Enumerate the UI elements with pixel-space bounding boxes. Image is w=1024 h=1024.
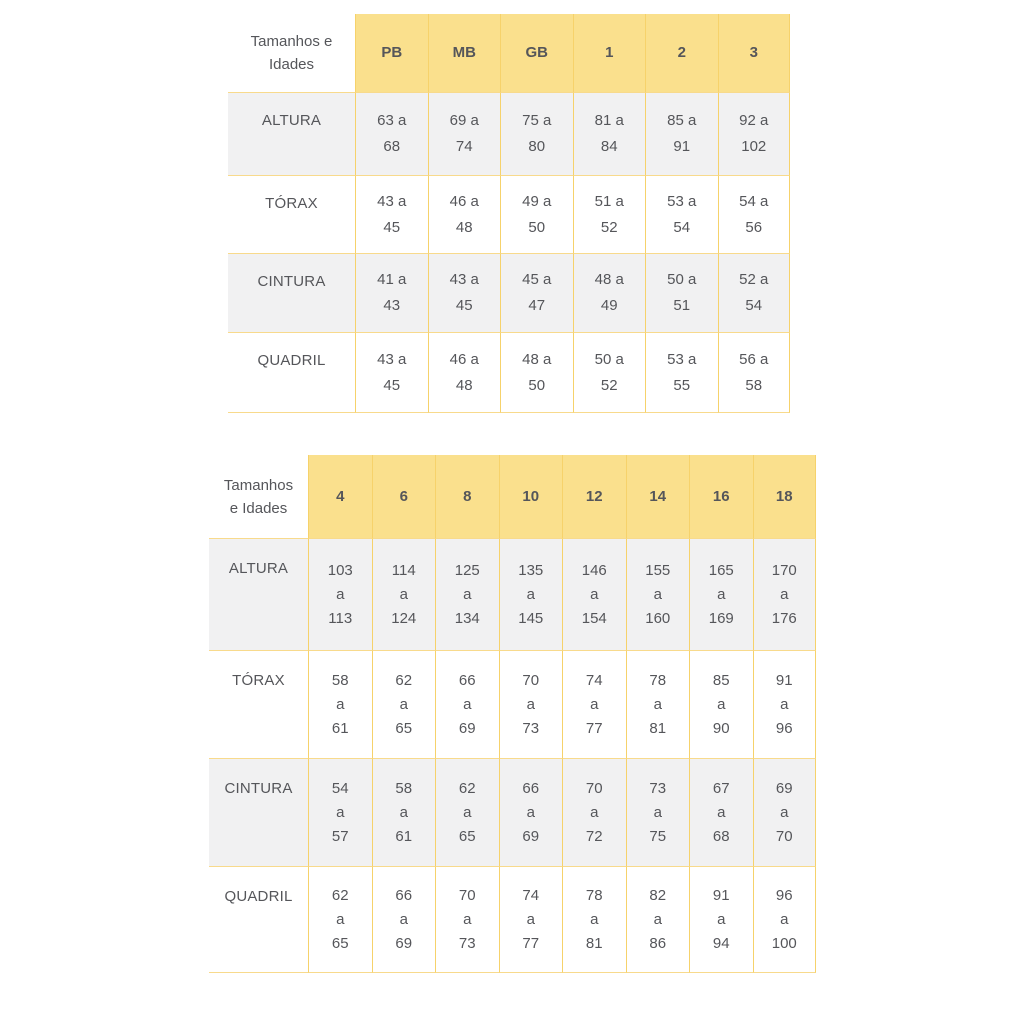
column-header-cell: 14 (626, 455, 690, 539)
column-header-cell: 6 (372, 455, 436, 539)
value-line: a (653, 803, 662, 821)
value-line: 81 (585, 934, 603, 952)
value-line: 77 (585, 719, 603, 737)
value-line: 57 (331, 827, 349, 845)
value-line: a (399, 695, 408, 713)
value-line: 51 (673, 297, 691, 314)
value-line: 66 (395, 886, 413, 904)
value-line: 82 (649, 886, 667, 904)
value-line: 62 (395, 671, 413, 689)
value-line: a (336, 585, 345, 603)
value-line: a (717, 695, 726, 713)
value-cell (500, 254, 573, 333)
value-line: 68 (712, 827, 730, 845)
table-corner-label (209, 455, 308, 539)
column-header-cell: GB (500, 14, 573, 93)
value-line: a (653, 695, 662, 713)
value-line: 45 (455, 297, 473, 314)
row-label-trax: TÓRAX (209, 651, 308, 759)
table-corner-label (228, 14, 355, 93)
value-line: 66 (458, 671, 476, 689)
value-line: 114 (391, 561, 416, 579)
value-line: 49 a (522, 192, 552, 210)
value-cell (435, 759, 499, 867)
column-header-cell: MB (428, 14, 501, 93)
value-line: 65 (395, 719, 413, 737)
value-line: 90 (712, 719, 730, 737)
value-line: 160 (645, 609, 671, 627)
value-line: 50 (528, 218, 546, 236)
value-line: 63 a (377, 112, 407, 129)
value-line: 86 (649, 934, 667, 952)
value-line: a (336, 803, 345, 821)
value-cell (428, 254, 501, 333)
value-line: 103 (327, 561, 353, 579)
value-line: a (717, 910, 726, 928)
value-line: 48 (455, 218, 473, 236)
value-cell (500, 333, 573, 413)
value-line: 69 a (449, 112, 479, 129)
row-label-quadril: QUADRIL (228, 333, 355, 413)
value-line: 81 (649, 719, 667, 737)
value-line: 48 a (522, 350, 552, 368)
value-line: 48 a (594, 271, 624, 288)
value-line: 91 (775, 671, 793, 689)
column-header-cell: PB (355, 14, 428, 93)
value-line: 94 (712, 934, 730, 952)
value-line: Idades (268, 56, 315, 73)
row-label-cintura: CINTURA (228, 254, 355, 333)
value-line: 56 a (739, 350, 769, 368)
column-header-cell: 8 (435, 455, 499, 539)
value-line: 125 (454, 561, 480, 579)
column-header-cell: 18 (753, 455, 817, 539)
value-line: 72 (585, 827, 603, 845)
value-line: 100 (771, 934, 797, 952)
value-line: Tamanhos (223, 476, 294, 494)
value-line: 75 a (522, 112, 552, 129)
value-line: 58 (331, 671, 349, 689)
value-line: 61 (331, 719, 349, 737)
value-cell (372, 651, 436, 759)
value-cell (435, 867, 499, 973)
value-cell (372, 539, 436, 651)
value-line: 68 (383, 138, 401, 155)
value-cell (718, 93, 791, 176)
value-cell (308, 539, 372, 651)
value-line: 51 a (594, 192, 624, 210)
value-line: a (780, 585, 789, 603)
value-cell (753, 539, 817, 651)
value-cell (499, 867, 563, 973)
value-line: 48 (455, 376, 473, 394)
value-cell (428, 93, 501, 176)
value-line: 46 a (449, 350, 479, 368)
value-cell (718, 176, 791, 254)
value-line: 96 (775, 886, 793, 904)
value-cell (562, 651, 626, 759)
size-table-child-sizes (209, 455, 816, 973)
value-cell (645, 333, 718, 413)
value-line: 78 (585, 886, 603, 904)
row-label-altura: ALTURA (209, 539, 308, 651)
value-line: a (780, 803, 789, 821)
value-line: 52 (600, 218, 618, 236)
row-label-trax: TÓRAX (228, 176, 355, 254)
value-line: 169 (708, 609, 734, 627)
value-cell (308, 651, 372, 759)
value-line: 69 (522, 827, 540, 845)
value-cell (355, 333, 428, 413)
value-line: 43 a (377, 192, 407, 210)
value-line: 62 (458, 779, 476, 797)
value-line: 170 (771, 561, 797, 579)
value-line: 56 (745, 218, 763, 236)
value-line: a (590, 585, 599, 603)
value-line: 45 a (522, 271, 552, 288)
value-line: 146 (581, 561, 607, 579)
value-line: a (653, 585, 662, 603)
value-line: 154 (581, 609, 607, 627)
row-label-quadril: QUADRIL (209, 867, 308, 973)
value-line: 61 (395, 827, 413, 845)
value-line: a (526, 585, 535, 603)
value-line: 165 (708, 561, 734, 579)
value-line: 91 (712, 886, 730, 904)
value-line: 70 (775, 827, 793, 845)
value-cell (435, 651, 499, 759)
value-line: 102 (741, 138, 767, 155)
value-line: 80 (528, 138, 546, 155)
value-cell (573, 333, 646, 413)
value-cell (626, 539, 690, 651)
column-header-cell: 4 (308, 455, 372, 539)
value-line: 54 (745, 297, 763, 314)
value-cell (626, 651, 690, 759)
value-line: 65 (458, 827, 476, 845)
column-header-cell: 10 (499, 455, 563, 539)
value-line: 53 a (667, 192, 697, 210)
column-header-cell: 1 (573, 14, 646, 93)
value-line: 43 (383, 297, 401, 314)
value-line: 81 a (594, 112, 624, 129)
value-line: 70 (458, 886, 476, 904)
value-cell (626, 759, 690, 867)
value-line: 67 (712, 779, 730, 797)
value-cell (689, 651, 753, 759)
value-cell (689, 759, 753, 867)
value-line: a (717, 803, 726, 821)
value-cell (718, 254, 791, 333)
value-line: a (463, 695, 472, 713)
value-line: a (399, 803, 408, 821)
value-line: 50 a (594, 350, 624, 368)
value-line: 47 (528, 297, 546, 314)
value-line: 135 (518, 561, 544, 579)
value-line: a (590, 695, 599, 713)
value-line: 84 (600, 138, 618, 155)
value-cell (308, 867, 372, 973)
value-line: 45 (383, 376, 401, 394)
value-cell (500, 176, 573, 254)
column-header-cell: 16 (689, 455, 753, 539)
value-line: 50 a (667, 271, 697, 288)
row-label-cintura: CINTURA (209, 759, 308, 867)
value-line: 54 (673, 218, 691, 236)
value-line: a (526, 910, 535, 928)
value-cell (645, 254, 718, 333)
value-line: 69 (458, 719, 476, 737)
value-line: 155 (645, 561, 671, 579)
value-line: 50 (528, 376, 546, 394)
value-line: a (717, 585, 726, 603)
value-line: a (463, 803, 472, 821)
value-line: 69 (775, 779, 793, 797)
value-line: 75 (649, 827, 667, 845)
value-line: 49 (600, 297, 618, 314)
value-line: 70 (585, 779, 603, 797)
value-line: a (590, 910, 599, 928)
value-line: 78 (649, 671, 667, 689)
value-line: 41 a (377, 271, 407, 288)
value-line: a (590, 803, 599, 821)
value-line: Tamanhos e (250, 33, 333, 50)
value-line: a (526, 695, 535, 713)
value-line: 66 (522, 779, 540, 797)
value-line: 69 (395, 934, 413, 952)
value-line: a (336, 695, 345, 713)
value-line: a (399, 585, 408, 603)
value-line: 74 (455, 138, 473, 155)
value-cell (689, 867, 753, 973)
value-cell (753, 759, 817, 867)
value-cell (355, 176, 428, 254)
value-line: 73 (522, 719, 540, 737)
value-line: 45 (383, 218, 401, 236)
value-line: 85 a (667, 112, 697, 129)
value-line: 43 a (449, 271, 479, 288)
value-cell (573, 176, 646, 254)
value-line: 73 (458, 934, 476, 952)
value-cell (562, 759, 626, 867)
value-cell (562, 867, 626, 973)
value-line: a (780, 910, 789, 928)
value-cell (499, 759, 563, 867)
value-line: 58 (745, 376, 763, 394)
value-line: 145 (518, 609, 544, 627)
value-line: 53 a (667, 350, 697, 368)
value-line: 113 (328, 609, 353, 627)
value-cell (428, 176, 501, 254)
value-line: 77 (522, 934, 540, 952)
value-line: 58 (395, 779, 413, 797)
value-line: 124 (391, 609, 417, 627)
value-cell (573, 254, 646, 333)
value-line: 96 (775, 719, 793, 737)
value-cell (355, 254, 428, 333)
value-cell (428, 333, 501, 413)
value-cell (562, 539, 626, 651)
value-cell (753, 651, 817, 759)
value-cell (372, 759, 436, 867)
value-line: e Idades (229, 499, 288, 517)
value-line: 43 a (377, 350, 407, 368)
value-line: 46 a (449, 192, 479, 210)
value-line: 134 (454, 609, 480, 627)
value-cell (500, 93, 573, 176)
value-cell (753, 867, 817, 973)
value-line: 74 (585, 671, 603, 689)
size-table-baby-sizes (228, 14, 790, 413)
value-cell (435, 539, 499, 651)
value-line: 74 (522, 886, 540, 904)
value-cell (718, 333, 791, 413)
value-line: 52 (600, 376, 618, 394)
column-header-cell: 12 (562, 455, 626, 539)
value-cell (573, 93, 646, 176)
value-cell (355, 93, 428, 176)
value-cell (645, 93, 718, 176)
value-line: 85 (712, 671, 730, 689)
value-line: 65 (331, 934, 349, 952)
column-header-cell: 3 (718, 14, 791, 93)
value-cell (372, 867, 436, 973)
value-line: 176 (771, 609, 797, 627)
column-header-cell: 2 (645, 14, 718, 93)
value-cell (626, 867, 690, 973)
value-line: 91 (673, 138, 691, 155)
value-line: 52 a (739, 271, 769, 288)
value-line: 62 (331, 886, 349, 904)
value-line: a (526, 803, 535, 821)
value-cell (689, 539, 753, 651)
value-line: 55 (673, 376, 691, 394)
value-line: 54 a (739, 192, 769, 210)
value-line: a (399, 910, 408, 928)
value-cell (645, 176, 718, 254)
value-cell (308, 759, 372, 867)
value-line: 73 (649, 779, 667, 797)
value-line: 70 (522, 671, 540, 689)
value-line: 92 a (739, 112, 769, 129)
value-line: a (780, 695, 789, 713)
value-line: 54 (331, 779, 349, 797)
row-label-altura: ALTURA (228, 93, 355, 176)
value-line: a (653, 910, 662, 928)
value-line: a (463, 910, 472, 928)
value-cell (499, 539, 563, 651)
value-line: a (463, 585, 472, 603)
value-cell (499, 651, 563, 759)
value-line: a (336, 910, 345, 928)
